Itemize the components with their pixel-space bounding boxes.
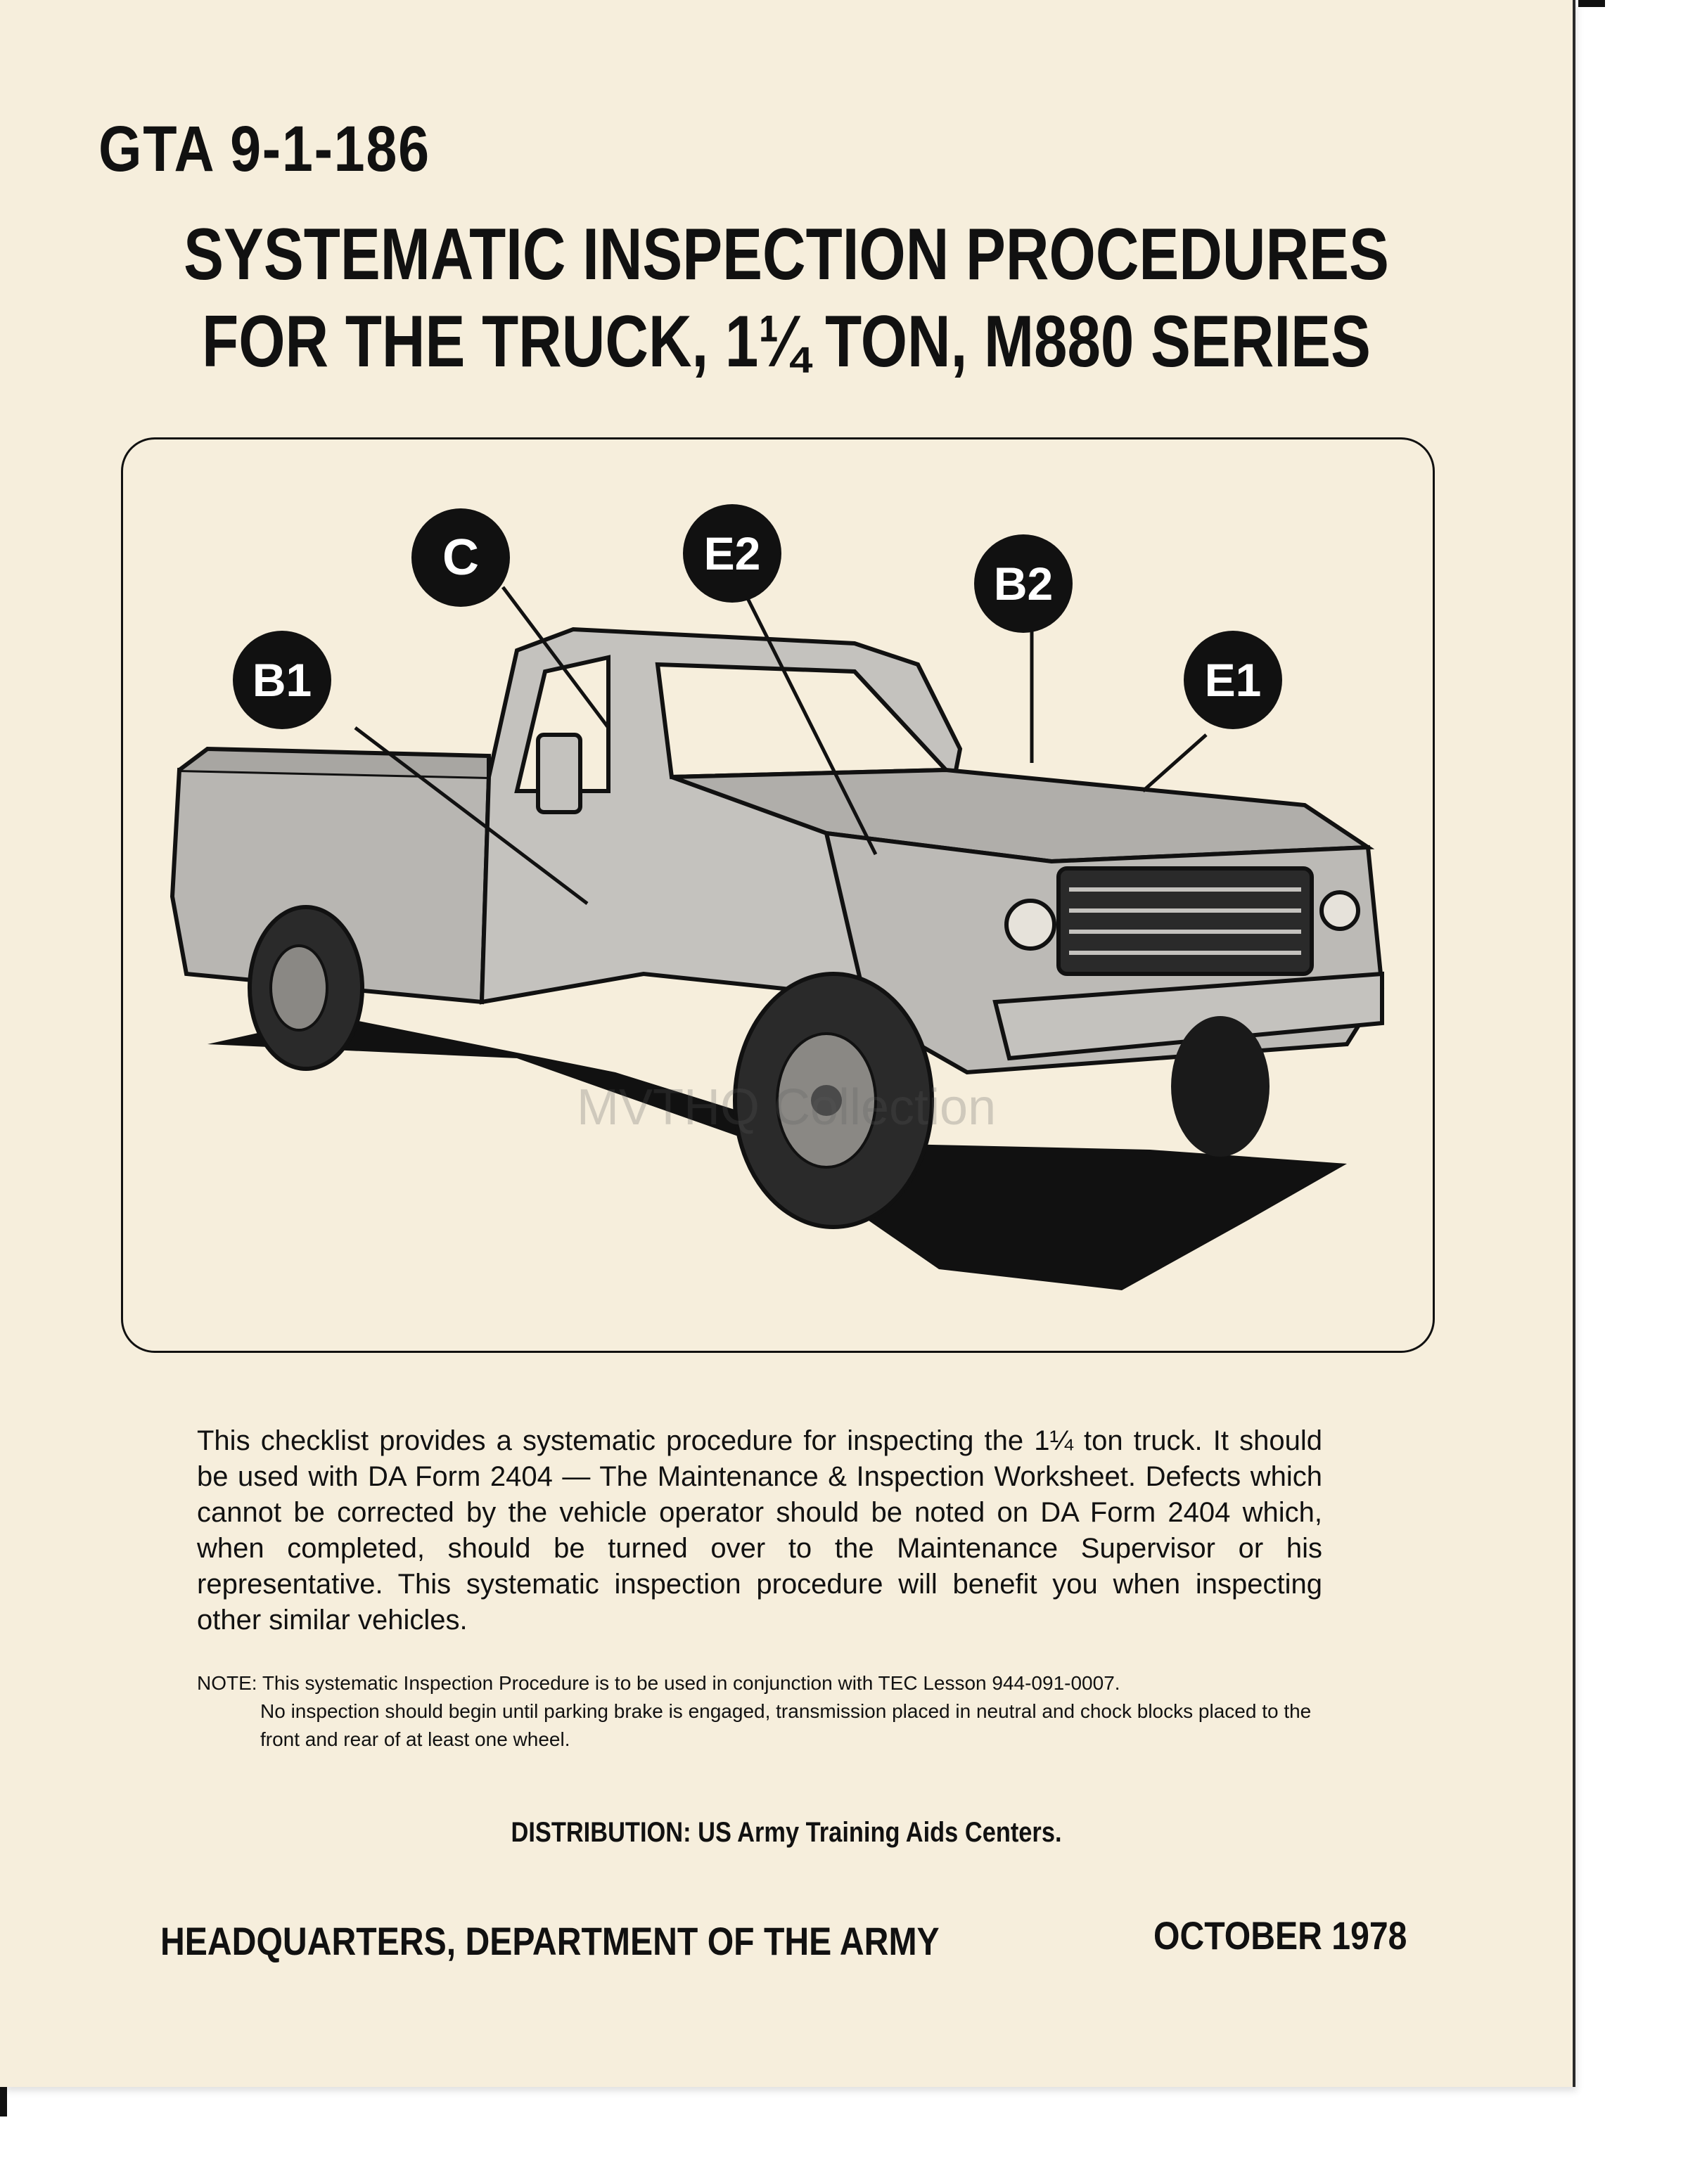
leader-line-e1 <box>1143 735 1206 791</box>
document-id: GTA 9-1-186 <box>98 113 430 185</box>
truck-grille <box>1059 868 1312 974</box>
truck-headlight-right <box>1322 892 1358 929</box>
callout-b2-label: B2 <box>993 558 1054 610</box>
scan-corner-mark <box>1578 0 1605 7</box>
callout-e2-label: E2 <box>703 527 761 579</box>
scan-corner-mark-bottom <box>0 2087 7 2116</box>
issuing-authority: HEADQUARTERS, DEPARTMENT OF THE ARMY <box>160 1919 940 1963</box>
publication-date: OCTOBER 1978 <box>1153 1913 1407 1958</box>
note-line-1: NOTE: This systematic Inspection Procedure is to be used in conjunction with TEC Lesson 944-091-0007. <box>197 1672 1120 1694</box>
truck-illustration-frame <box>121 437 1435 1353</box>
truck-rear-wheel <box>250 907 362 1069</box>
truck-mirror <box>538 735 580 812</box>
truck-illustration <box>123 439 1437 1355</box>
truck-headlight-left <box>1006 901 1054 949</box>
callout-e2 <box>683 504 781 603</box>
document-title-line-2: FOR THE TRUCK, 1¼ TON, M880 SERIES <box>202 301 1371 383</box>
page-edge <box>1573 0 1575 2087</box>
callout-c <box>411 508 510 607</box>
callout-b1 <box>233 631 331 729</box>
callout-e1-label: E1 <box>1204 654 1262 706</box>
document-title-line-1: SYSTEMATIC INSPECTION PROCEDURES <box>184 214 1389 295</box>
callout-b1-label: B1 <box>252 654 312 706</box>
distribution-statement: DISTRIBUTION: US Army Training Aids Centers. <box>511 1817 1062 1848</box>
inspection-note <box>197 1669 1322 1754</box>
callout-e1 <box>1184 631 1282 729</box>
intro-paragraph: This checklist provides a systematic procedure for inspecting the 1¼ ton truck. It should be used with DA Form 2404 — The Maintenance & Inspection Worksheet. Defects which cannot be corrected by the vehicle operator should be noted on DA Form 2404 which, when completed, should be turned over to the Maintenance Supervisor or his representative. This systematic inspection procedure will benefit you when inspecting other similar vehicles. <box>197 1425 1322 1636</box>
watermark-text: MVTHQ Collection <box>577 1079 997 1136</box>
callout-b2 <box>974 534 1073 633</box>
callout-c-label: C <box>442 529 479 586</box>
note-line-2: No inspection should begin until parking brake is engaged, transmission placed in neutral and chock blocks placed to the front and rear of at least one wheel. <box>260 1700 1312 1750</box>
truck-far-front-wheel <box>1171 1016 1270 1157</box>
